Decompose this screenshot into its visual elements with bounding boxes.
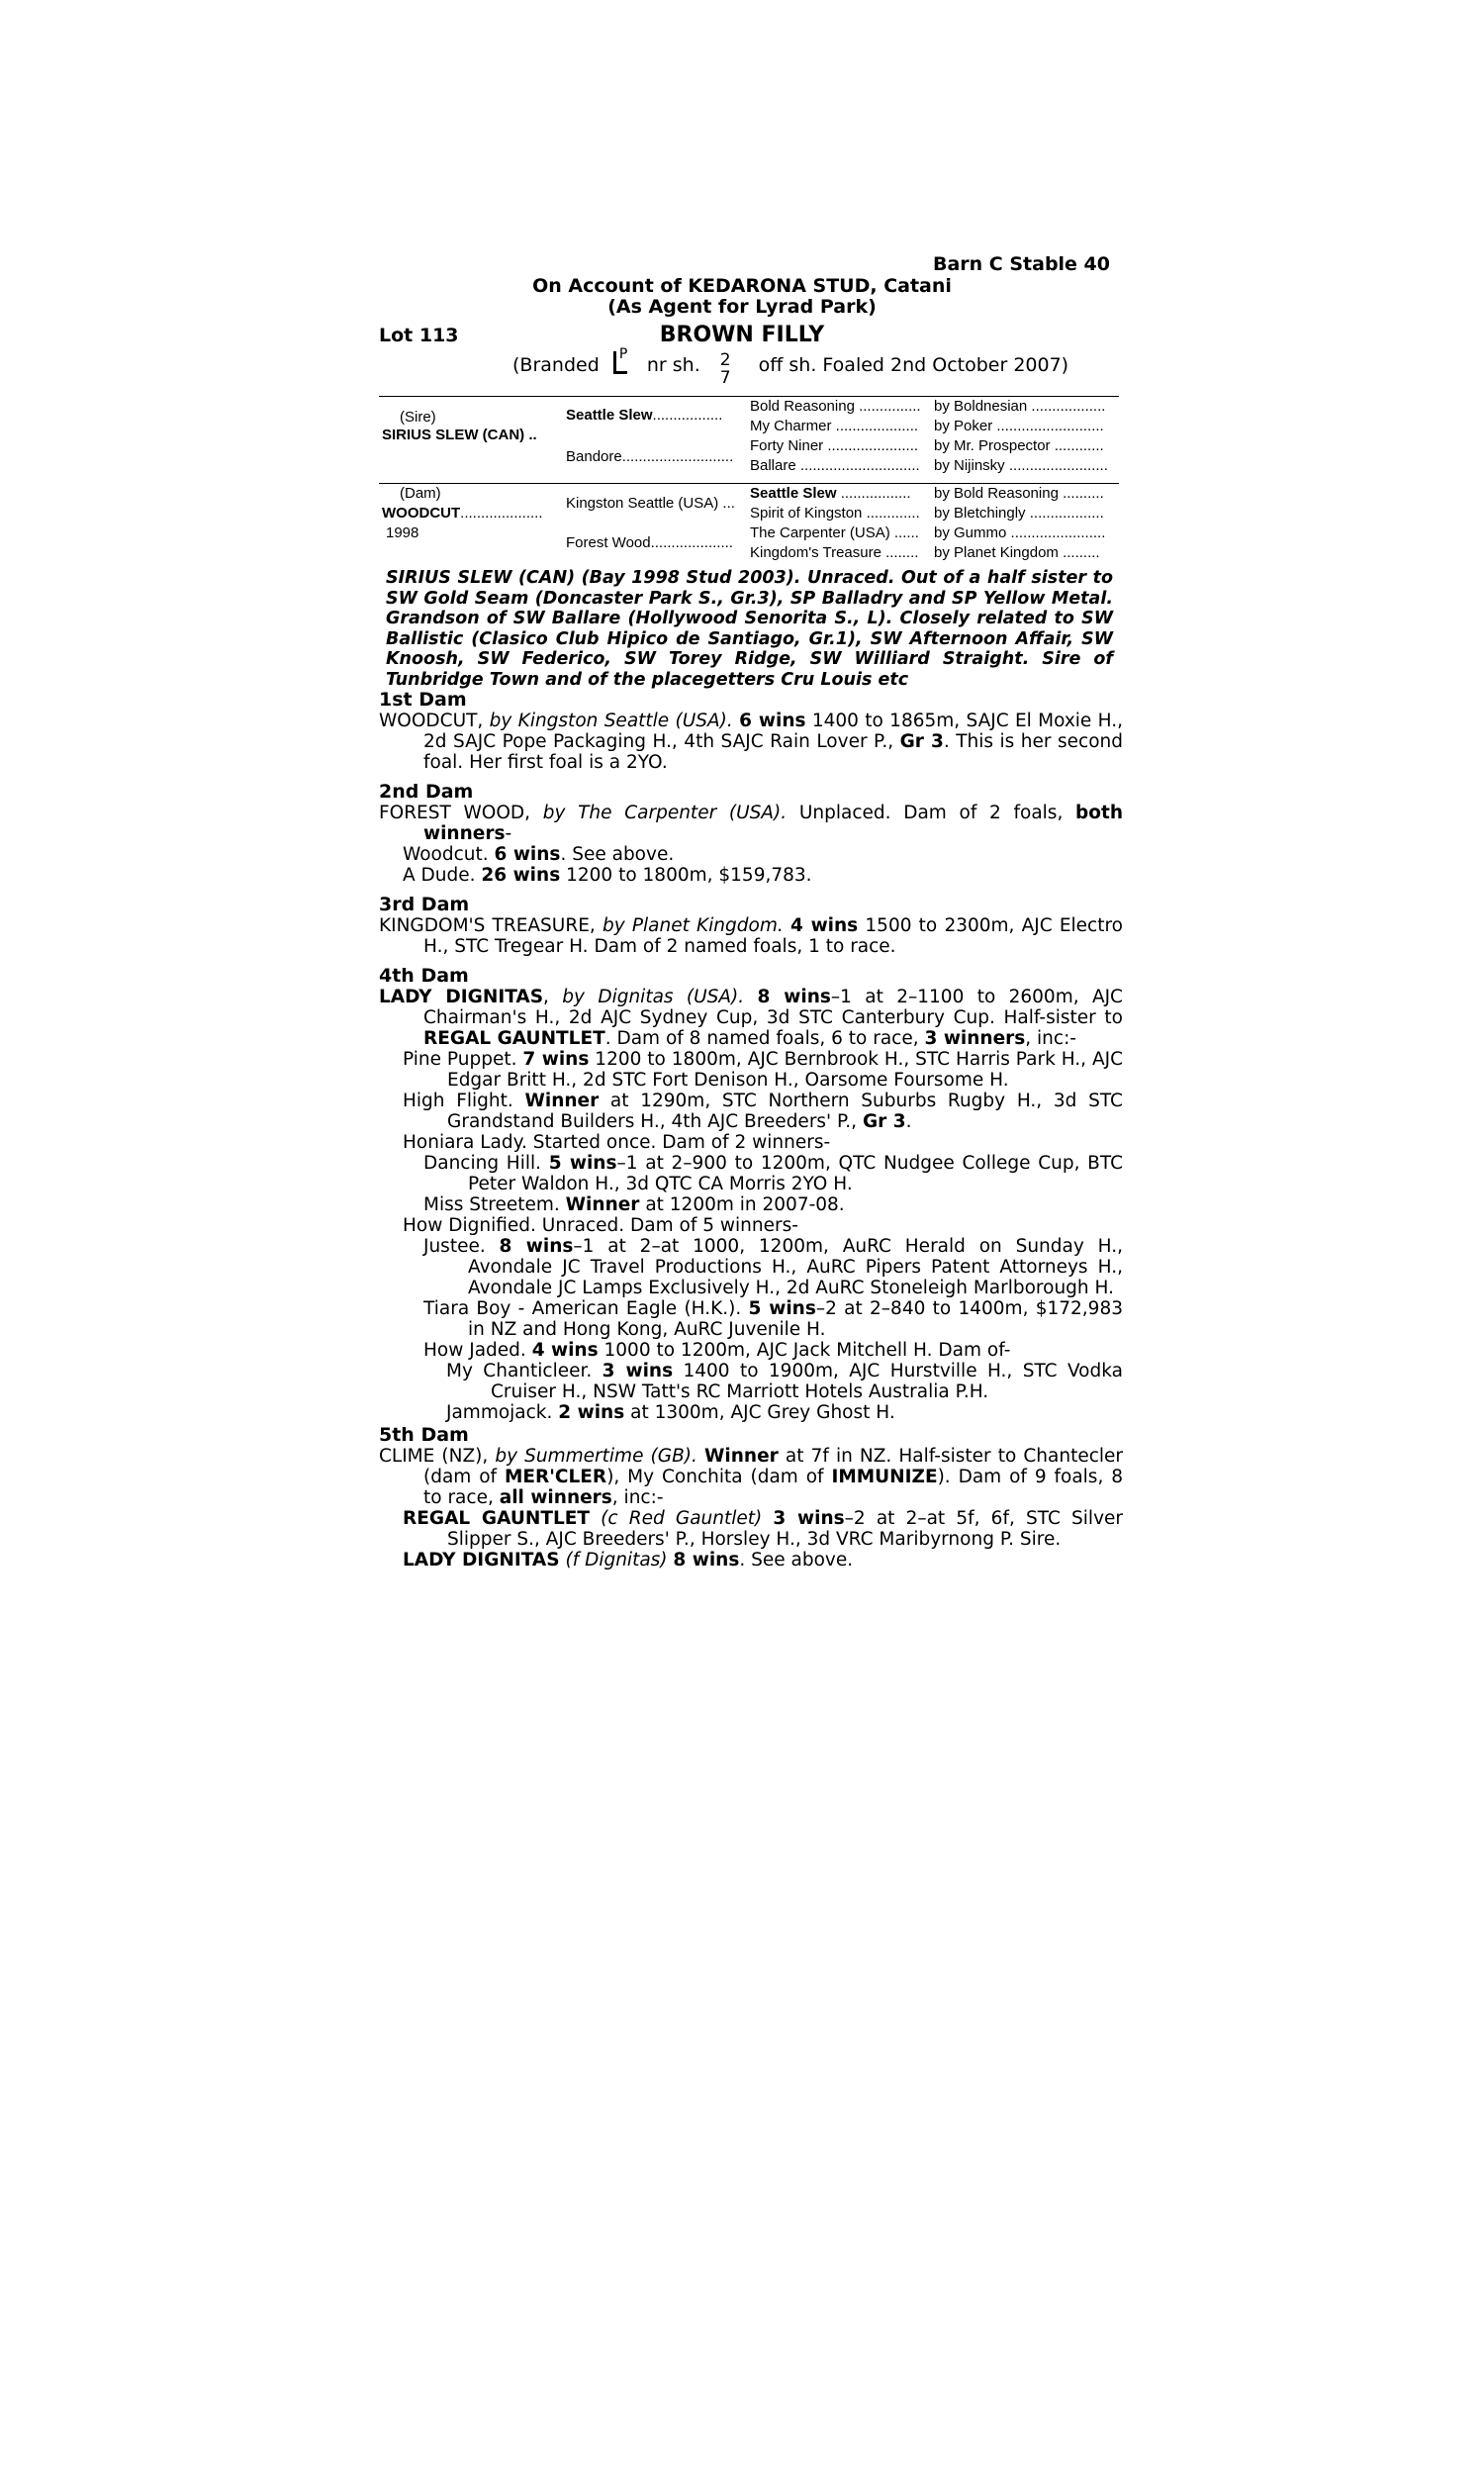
progeny-line <box>403 1091 1123 1132</box>
progeny-line <box>403 865 1123 886</box>
progeny-line <box>403 1049 1123 1091</box>
grand-progeny-line <box>423 1340 1123 1361</box>
race-record: at 1300m, AJC Grey Ghost H. <box>630 1402 895 1423</box>
section-heading: 5th Dam <box>379 1424 469 1446</box>
race-record: . See above. <box>739 1550 854 1570</box>
g4-ancestor: by Gummo <box>934 524 1007 541</box>
dam-leader: .................... <box>460 505 543 522</box>
g4-ancestor: by Poker <box>934 418 993 434</box>
dam-name-line <box>382 505 543 522</box>
wins: 4 wins <box>531 1340 599 1361</box>
dam-dam: Forest Wood <box>566 534 651 551</box>
dam-name: FOREST WOOD, <box>379 803 531 823</box>
winners: all winners <box>499 1487 612 1508</box>
progeny-name: Woodcut. <box>403 844 489 865</box>
wins: 4 wins <box>789 915 859 936</box>
first-dam-paragraph <box>379 711 1123 773</box>
second-dam-paragraph <box>379 803 1123 844</box>
race-record: 1200 to 1800m, AJC Bernbrook H., STC Harris Park H., AJC Edgar Britt H., 2d STC Fort Denison H., Oarsome Foursome H. <box>447 1049 1123 1091</box>
g4-ancestor: by Nijinsky <box>934 457 1005 474</box>
dam-year: 1998 <box>386 524 419 541</box>
winners: 3 winners <box>924 1028 1026 1049</box>
progeny-by: (f Dignitas) <box>565 1550 668 1570</box>
brand-open: (Branded <box>512 354 600 376</box>
g3-ancestor: My Charmer <box>750 418 832 434</box>
wins: 5 wins <box>748 1298 816 1319</box>
g4-2-line: by Mr. Prospector ............ <box>934 437 1104 454</box>
sire-dam-line: Bandore........................... <box>566 448 734 465</box>
race-record: , inc:- <box>611 1487 664 1508</box>
dam-by: by Dignitas (USA). <box>562 987 745 1007</box>
progeny-line: How Dignified. Unraced. Dam of 5 winners- <box>403 1215 798 1236</box>
progeny-name: Dancing Hill. <box>423 1153 542 1174</box>
progeny-by: (c Red Gauntlet) <box>601 1508 763 1529</box>
g3-6: The Carpenter (USA) ...... <box>750 524 919 541</box>
g4-6-line: by Gummo ....................... <box>934 524 1106 541</box>
race-record: –1 at 2–1100 to 2600m, AJC Chairman's H., 2d AJC Sydney Cup, 3d STC Canterbury Cup. Half-sister to <box>423 987 1123 1028</box>
progeny-line <box>403 844 1123 865</box>
wins: 7 wins <box>522 1049 590 1070</box>
brand-close: off sh. Foaled 2nd October 2007) <box>758 354 1069 376</box>
g4-ancestor: by Bold Reasoning <box>934 485 1059 502</box>
g4-ancestor: by Boldnesian <box>934 398 1028 415</box>
g4-ancestor: by Bletchingly <box>934 505 1026 522</box>
race-record: 1000 to 1200m, AJC Jack Mitchell H. Dam of- <box>603 1340 1011 1361</box>
dam-name: WOODCUT <box>382 505 461 522</box>
grade: Gr 3 <box>862 1111 906 1132</box>
progeny-line <box>403 1508 1123 1550</box>
race-record: . This is her second foal. Her first foal is a 2YO. <box>423 731 1123 773</box>
wins: 26 wins <box>481 865 561 886</box>
g4-0-line: by Boldnesian .................. <box>934 398 1106 415</box>
section-heading: 1st Dam <box>379 689 467 711</box>
g3-0-line: Bold Reasoning ............... <box>750 398 921 415</box>
dam-by: by The Carpenter (USA). <box>542 803 788 823</box>
progeny-name: A Dude. <box>403 865 476 886</box>
g3-2-line: Forty Niner ...................... <box>750 437 919 454</box>
g3-5-line: Spirit of Kingston ............. <box>750 505 920 522</box>
colour-sex: BROWN FILLY <box>659 323 825 347</box>
progeny-name: Justee. <box>423 1236 486 1257</box>
wins: 3 wins <box>602 1361 674 1381</box>
section-heading: 2nd Dam <box>379 781 474 803</box>
wins: 8 wins <box>673 1550 740 1570</box>
pedigree-top-rule <box>379 396 1119 397</box>
dam-by: by Kingston Seattle (USA). <box>489 711 733 731</box>
sire-tag: (Sire) <box>400 409 436 426</box>
fifth-dam-section <box>379 1425 1123 1570</box>
progeny-name: Jammojack. <box>446 1402 553 1423</box>
race-record: 1400 to 1900m, AJC Hurstville H., STC Vodka Cruiser H., NSW Tatt's RC Marriott Hotels Australia P.H. <box>491 1361 1123 1402</box>
dam-name: CLIME (NZ), <box>379 1446 489 1467</box>
great-grand-progeny-line <box>446 1361 1123 1402</box>
progeny-name: Pine Puppet. <box>403 1049 517 1070</box>
race-record: 1200 to 1800m, $159,783. <box>566 865 812 886</box>
relative-name: IMMUNIZE <box>831 1467 938 1487</box>
progeny-name: LADY DIGNITAS <box>403 1550 560 1570</box>
g3-ancestor: Forty Niner <box>750 437 824 454</box>
race-record: , inc:- <box>1025 1028 1076 1049</box>
race-record: Unplaced. Dam of 2 foals, <box>798 803 1064 823</box>
barn-stable: Barn C Stable 40 <box>932 253 1110 275</box>
dam-tag: (Dam) <box>400 485 441 502</box>
g3-ancestor: Ballare <box>750 457 796 474</box>
third-dam-paragraph <box>379 915 1123 957</box>
wins: 8 wins <box>757 987 831 1007</box>
lot-number: Lot 113 <box>379 325 459 346</box>
g4-3-line: by Nijinsky ........................ <box>934 457 1108 474</box>
brand-num-top: 2 <box>719 350 731 370</box>
relative-name: MER'CLER <box>504 1467 607 1487</box>
wins: Winner <box>565 1194 640 1215</box>
progeny-name: Tiara Boy - American Eagle (H.K.). <box>423 1298 742 1319</box>
dam-name: LADY DIGNITAS <box>379 987 544 1007</box>
pedigree-mid-rule <box>379 483 1119 484</box>
g3-4-line: Seattle Slew ................. <box>750 485 911 502</box>
progeny-name: REGAL GAUNTLET <box>403 1508 590 1529</box>
wins: 6 wins <box>739 711 806 731</box>
brand-nr-sh: nr sh. <box>646 354 700 376</box>
section-heading: 4th Dam <box>379 965 469 987</box>
race-record: at 1290m, STC Northern Suburbs Rugby H., 3d STC Grandstand Builders H., 4th AJC Breeders' P., <box>447 1091 1123 1132</box>
vendor-account: On Account of KEDARONA STUD, Catani <box>532 275 952 297</box>
g3-7: Kingdom's Treasure ........ <box>750 544 919 561</box>
g4-7-line: by Planet Kingdom ......... <box>934 544 1100 561</box>
section-heading: 3rd Dam <box>379 894 470 915</box>
race-record: at 1200m in 2007-08. <box>645 1194 845 1215</box>
brand-mark-icon: P <box>609 351 635 375</box>
g3-ancestor: Bold Reasoning <box>750 398 855 415</box>
second-dam-section <box>379 782 1123 886</box>
dam-sire: Kingston Seattle (USA) ... <box>566 495 735 512</box>
fourth-dam-paragraph: LADY DIGNITAS, by Dignitas (USA). 8 wins–1 at 2–1100 to 2600m, AJC Chairman's H., 2d AJC Sydney Cup, 3d STC Canterbury Cup. Half-sister to REGAL GAUNTLET. Dam of 8 named foals, 6 to race, 3 winners, inc:- <box>379 987 1123 1049</box>
progeny-name: Miss Streetem. <box>423 1194 560 1215</box>
dam-dam-line: Forest Wood.................... <box>566 534 733 551</box>
g3-ancestor: Spirit of Kingston <box>750 505 863 522</box>
dam-by: by Summertime (GB). <box>495 1446 697 1467</box>
dam-name: KINGDOM'S TREASURE, <box>379 915 596 936</box>
race-record: ). Dam of 9 foals, 8 to race, <box>423 1467 1123 1508</box>
great-grand-progeny-line <box>446 1402 1123 1423</box>
progeny-name: How Jaded. <box>423 1340 526 1361</box>
race-record: –1 at 2–900 to 1200m, QTC Nudgee College Cup, BTC Peter Waldon H., 3d QTC CA Morris 2YO H. <box>468 1153 1123 1194</box>
g3-3-line: Ballare ............................. <box>750 457 920 474</box>
g3-ancestor: Seattle Slew <box>750 485 837 502</box>
progeny-line: Honiara Lady. Started once. Dam of 2 winners- <box>403 1132 831 1153</box>
race-record: ), My Conchita (dam of <box>606 1467 824 1487</box>
brand-num-bottom: 7 <box>719 368 731 388</box>
race-record: 1500 to 2300m, AJC Electro H., STC Tregear H. Dam of 2 named foals, 1 to race. <box>423 915 1123 957</box>
brand-numerals <box>720 351 731 387</box>
g4-ancestor: by Mr. Prospector <box>934 437 1051 454</box>
grand-progeny-line <box>423 1298 1123 1340</box>
grade: Gr 3 <box>899 731 944 752</box>
race-record: . <box>905 1111 912 1132</box>
sire-sire: Seattle Slew <box>566 407 653 424</box>
g4-ancestor: by Planet Kingdom <box>934 544 1059 561</box>
progeny-line <box>403 1550 1123 1570</box>
g3-1-line: My Charmer .................... <box>750 418 919 434</box>
wins: Winner <box>524 1091 600 1111</box>
brand-line <box>512 346 1069 388</box>
first-dam-section <box>379 690 1123 773</box>
wins: 6 wins <box>494 844 561 865</box>
race-record: . See above. <box>560 844 675 865</box>
grand-progeny-line <box>423 1153 1123 1194</box>
g4-4-line: by Bold Reasoning .......... <box>934 485 1104 502</box>
wins: Winner <box>704 1446 779 1467</box>
sire-summary: SIRIUS SLEW (CAN) (Bay 1998 Stud 2003). Unraced. Out of a half sister to SW Gold Seam (Doncaster Park S., Gr.3), SP Balladry and SP Yellow Metal. Grandson of SW Ballare (Hollywood Senorita S., L). Closely related to SW Ballistic (Clasico Club Hipico de Santiago, Gr.1), SW Afternoon Affair, SW Knoosh, SW Federico, SW Torey Ridge, SW Williard Straight. Sire of Tunbridge Town and of the placegetters Cru Louis etc <box>386 568 1113 690</box>
wins: 3 wins <box>773 1508 845 1529</box>
race-record: –1 at 2–at 1000, 1200m, AuRC Herald on Sunday H., Avondale JC Travel Productions H., AuRC Pipers Patent Attorneys H., Avondale JC Lamps Exclusively H., 2d AuRC Stoneleigh Marlborough H. <box>468 1236 1123 1298</box>
sire-name: SIRIUS SLEW (CAN) .. <box>382 427 537 443</box>
dam-name: WOODCUT, <box>379 711 484 731</box>
wins: 5 wins <box>548 1153 617 1174</box>
race-record: at 7f in NZ. Half-sister to Chantecler (dam of <box>423 1446 1124 1487</box>
dam-by: by Planet Kingdom. <box>602 915 784 936</box>
progeny-name: My Chanticleer. <box>446 1361 593 1381</box>
dash: - <box>505 823 512 844</box>
fourth-dam-section <box>379 966 1123 1423</box>
vendor-agent: (As Agent for Lyrad Park) <box>607 296 877 318</box>
relative-name: REGAL GAUNTLET <box>423 1028 605 1049</box>
g4-5-line: by Bletchingly .................. <box>934 505 1104 522</box>
grand-progeny-line <box>423 1236 1123 1298</box>
fifth-dam-paragraph <box>379 1446 1123 1508</box>
wins: 8 wins <box>499 1236 574 1257</box>
race-record: –2 at 2–at 5f, 6f, STC Silver Slipper S., AJC Breeders' P., Horsley H., 3d VRC Maribyrnong P. Sire. <box>447 1508 1124 1550</box>
g4-1-line: by Poker .......................... <box>934 418 1104 434</box>
grand-progeny-line <box>423 1194 1123 1215</box>
sire-dam: Bandore <box>566 448 622 465</box>
race-record: . Dam of 8 named foals, 6 to race, <box>604 1028 919 1049</box>
sire-sire-line: Seattle Slew................. <box>566 407 723 424</box>
race-record: 1400 to 1865m, SAJC El Moxie H., 2d SAJC Pope Packaging H., 4th SAJC Rain Lover P., <box>423 711 1123 752</box>
wins: 2 wins <box>558 1402 625 1423</box>
winners: both winners <box>423 803 1123 844</box>
progeny-name: High Flight. <box>403 1091 513 1111</box>
race-record: –2 at 2–840 to 1400m, $172,983 in NZ and Hong Kong, AuRC Juvenile H. <box>468 1298 1123 1340</box>
third-dam-section <box>379 895 1123 957</box>
